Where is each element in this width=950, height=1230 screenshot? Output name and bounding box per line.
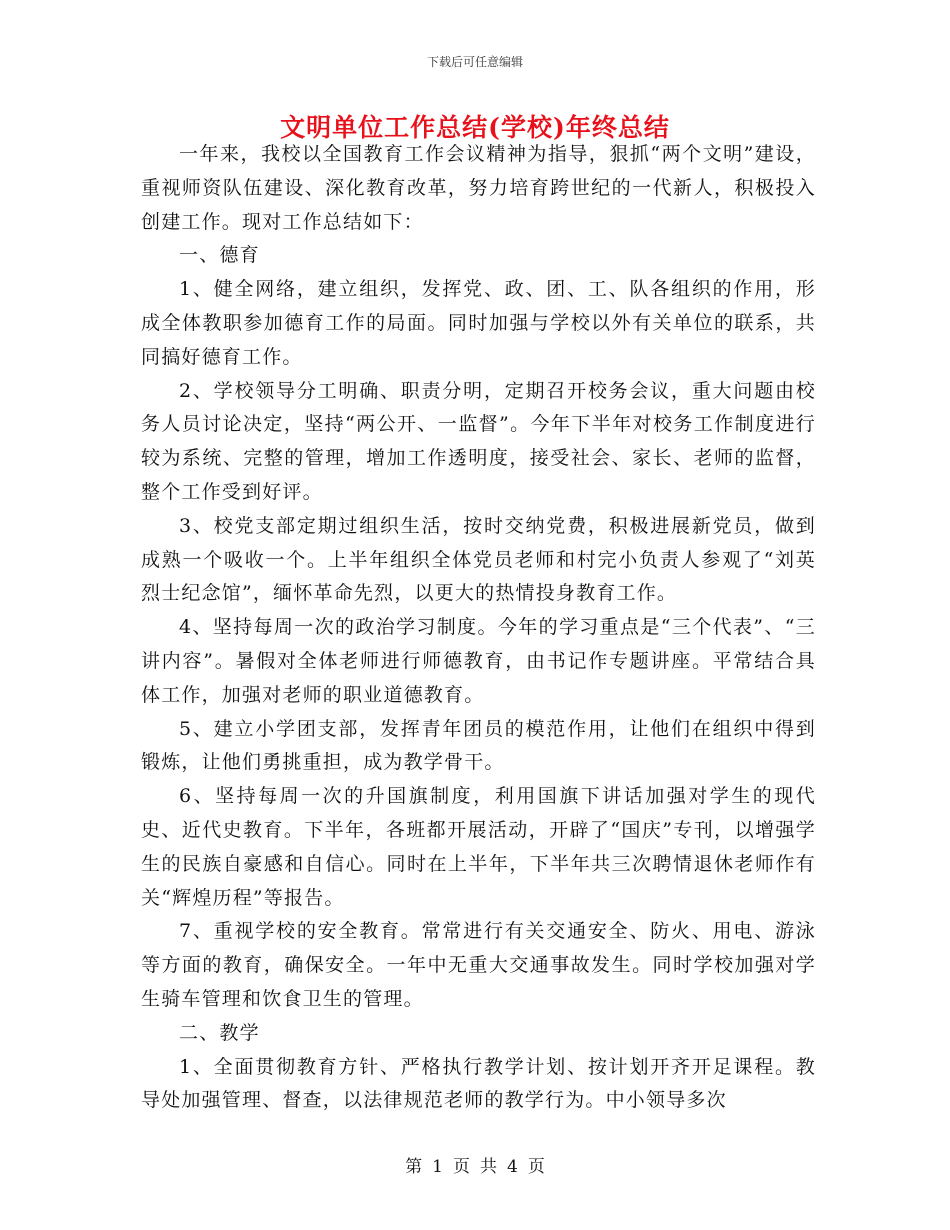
document-title: 文明单位工作总结(学校)年终总结 — [280, 113, 670, 142]
paragraph-item: 1、健全网络，建立组织，发挥党、政、团、工、队各组织的作用，形成全体教职参加德育工作的局面。同时加强与学校以外有关单位的联系，共同搞好德育工作。 — [141, 278, 816, 368]
paragraph-item: 1、全面贯彻教育方针、严格执行教学计划、按计划开齐开足课程。教导处加强管理、督查，以法律规范老师的教学行为。中小领导多次 — [141, 1055, 816, 1112]
section-heading-teaching: 二、教学 — [179, 1021, 260, 1044]
paragraph-item: 7、重视学校的安全教育。常常进行有关交通安全、防火、用电、游泳等方面的教育，确保安全。一年中无重大交通事故发生。同时学校加强对学生骑车管理和饮食卫生的管理。 — [141, 920, 816, 1010]
total-unit: 页 — [527, 1157, 545, 1177]
section-heading-moral-education: 一、德育 — [179, 244, 260, 267]
page-header: 下载后可任意编辑 — [426, 55, 523, 69]
paragraph-item: 4、坚持每周一次的政治学习制度。今年的学习重点是“三个代表”、“三讲内容”。暑假对全体老师进行师德教育，由书记作专题讲座。平常结合具体工作，加强对老师的职业道德教育。 — [141, 616, 816, 706]
total-pages: 4 — [507, 1157, 518, 1177]
page-footer — [0, 1152, 950, 1177]
page-label: 第 — [405, 1157, 423, 1177]
paragraph-item: 3、校党支部定期过组织生活，按时交纳党费，积极进展新党员，做到成熟一个吸收一个。上半年组织全体党员老师和村完小负责人参观了“刘英烈士纪念馆”，缅怀革命先烈，以更大的热情投身教育工作。 — [141, 514, 816, 605]
paragraph-item: 5、建立小学团支部，发挥青年团员的模范作用，让他们在组织中得到锻炼，让他们勇挑重担，成为教学骨干。 — [141, 717, 816, 774]
page-number: 1 — [432, 1157, 443, 1177]
paragraph-intro: 一年来，我校以全国教育工作会议精神为指导，狠抓“两个文明”建设，重视师资队伍建设、深化教育改革，努力培育跨世纪的一代新人，积极投入创建工作。现对工作总结如下： — [141, 143, 816, 233]
page-unit: 页 — [453, 1157, 470, 1177]
paragraph-item: 6、坚持每周一次的升国旗制度，利用国旗下讲话加强对学生的现代史、近代史教育。下半年，各班都开展活动，开辟了“国庆”专刊，以增强学生的民族自豪感和自信心。同时在上半年，下半年共三次聘情退休老师作有关“辉煌历程”等报告。 — [141, 785, 816, 909]
paragraph-item: 2、学校领导分工明确、职责分明，定期召开校务会议，重大问题由校务人员讨论决定，坚持“两公开、一监督”。今年下半年对校务工作制度进行较为系统、完整的管理，增加工作透明度，接受社会、家长、老师的监督，整个工作受到好评。 — [141, 379, 816, 503]
total-label: 共 — [480, 1157, 497, 1177]
document-body — [141, 138, 816, 1118]
